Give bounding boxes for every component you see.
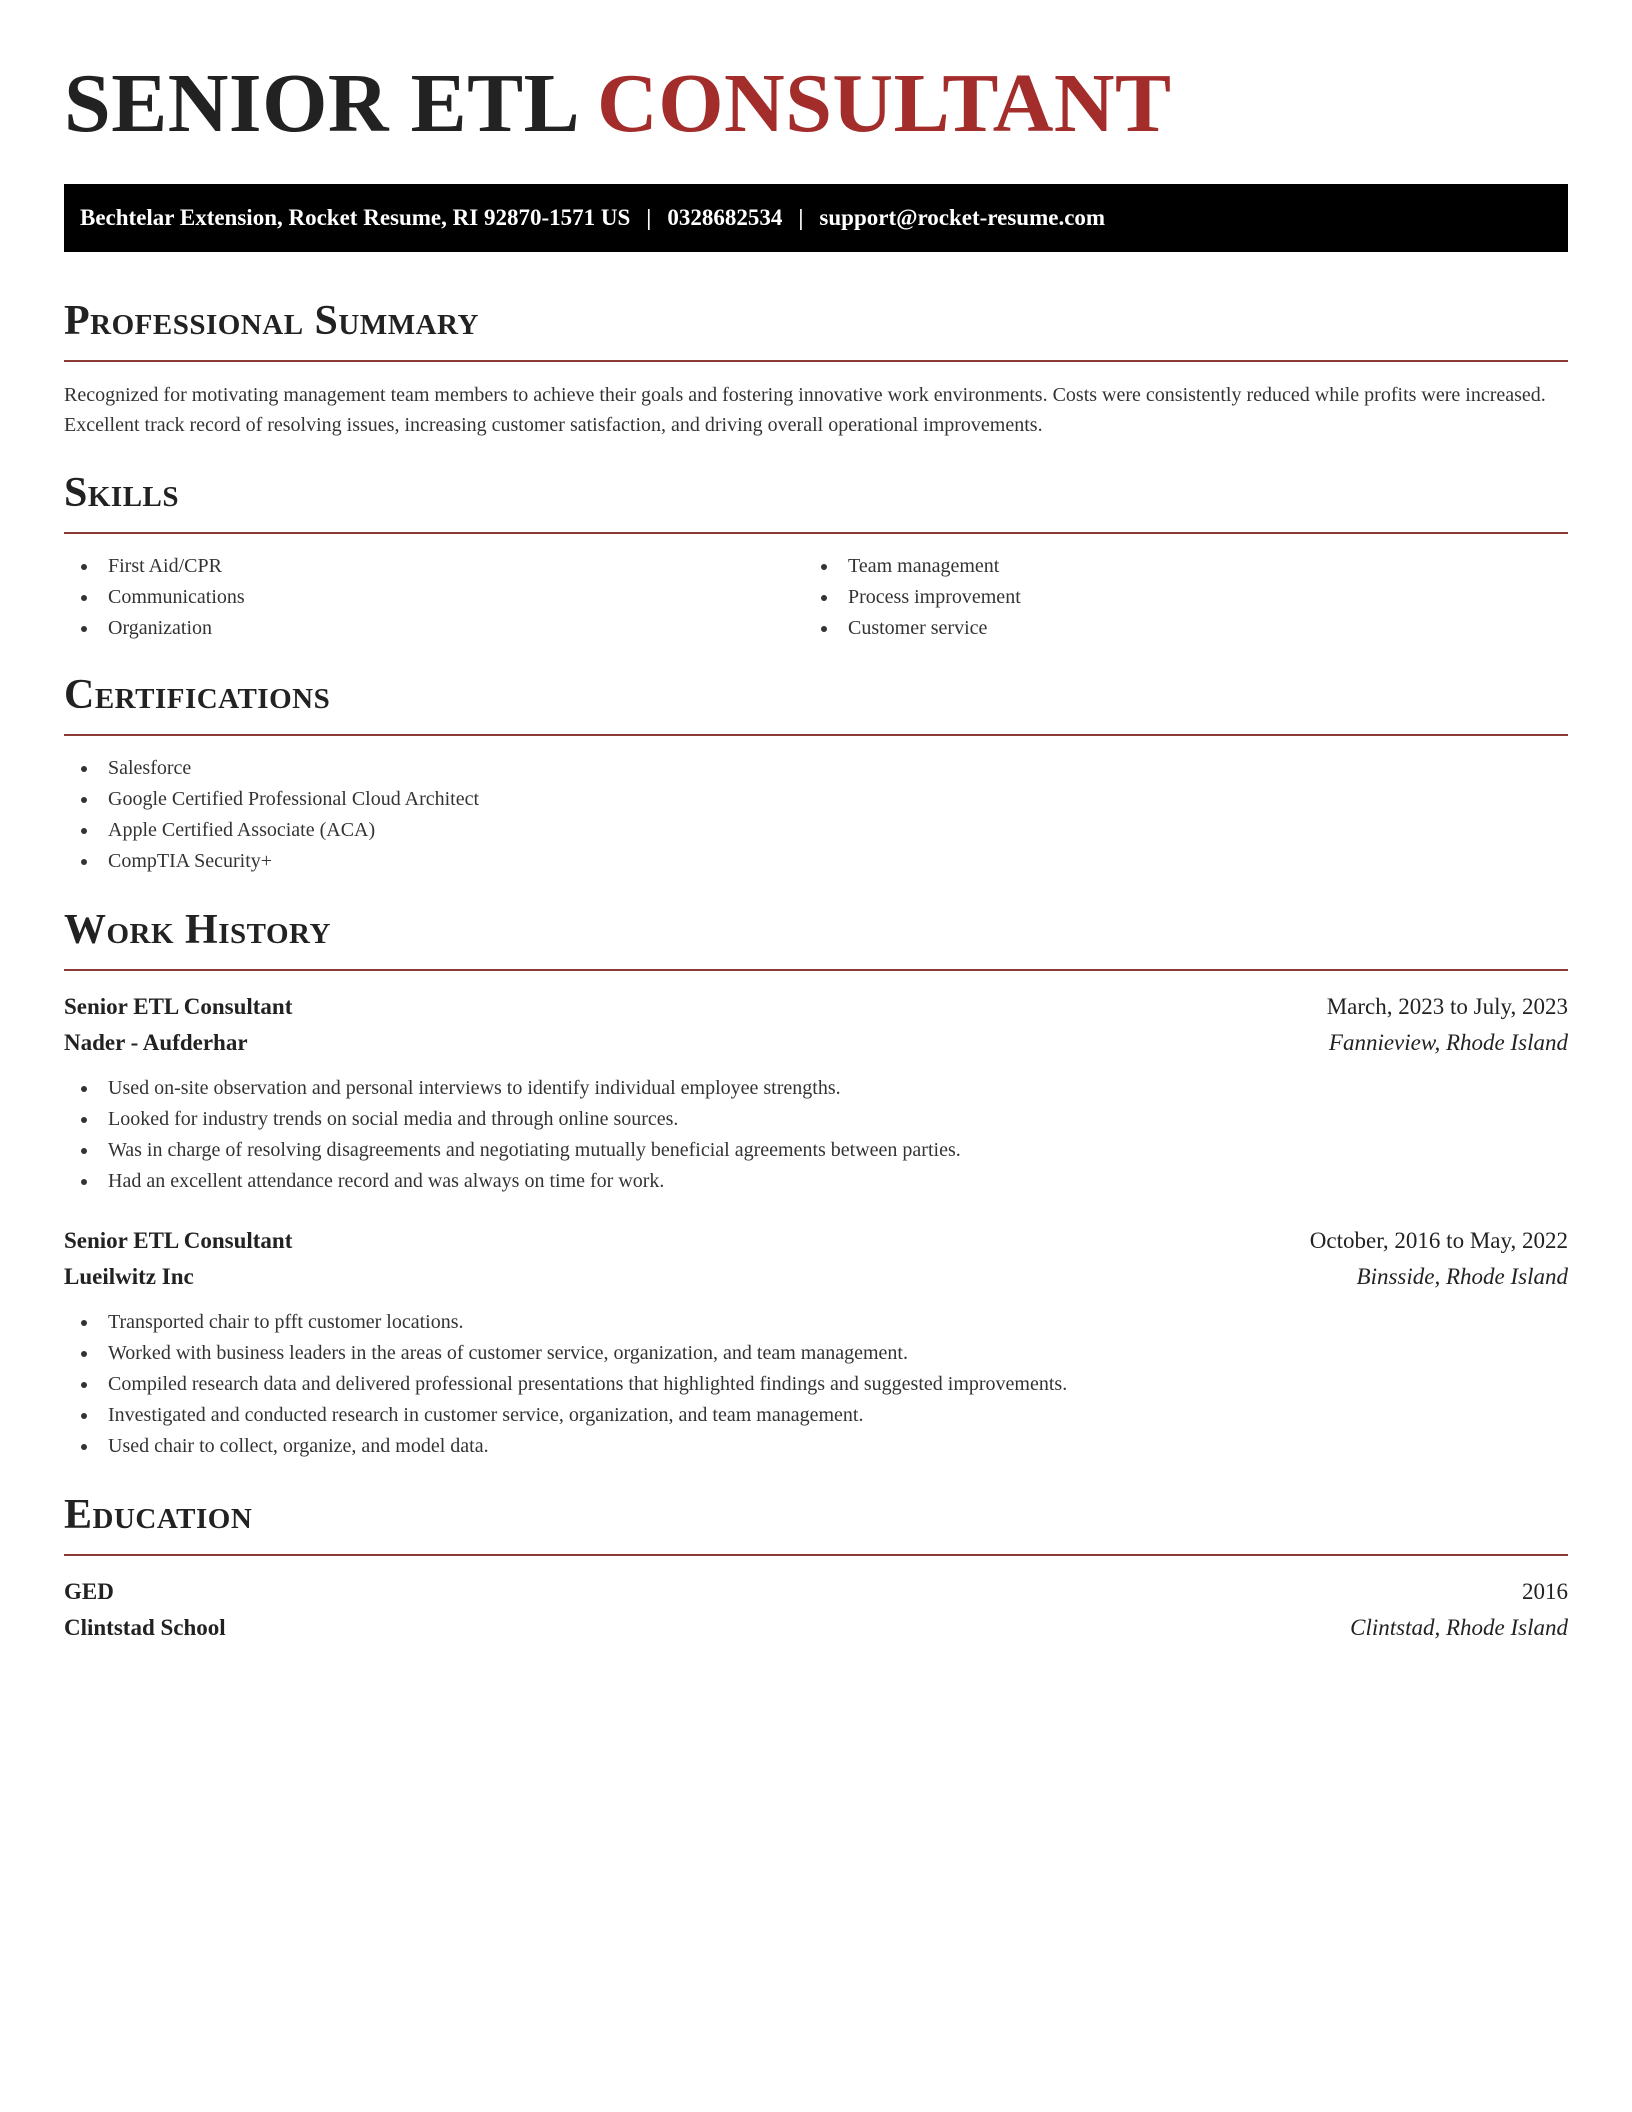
section-divider [64, 1554, 1568, 1556]
section-divider [64, 734, 1568, 736]
job-bullet: Used on-site observation and personal interviews to identify individual employee strengths. [64, 1073, 1568, 1104]
education-section [64, 1490, 1568, 1646]
certifications-list [64, 753, 1568, 877]
bullet-icon [81, 1148, 87, 1154]
work-history-section [64, 905, 1568, 1462]
contact-email[interactable]: support@rocket-resume.com [819, 205, 1106, 230]
skill-item: Communications [64, 582, 804, 613]
job-bullet: Looked for industry trends on social media and through online sources. [64, 1104, 1568, 1135]
education-year: 2016 [1522, 1579, 1568, 1604]
bullet-icon [81, 828, 87, 834]
job-company: Nader - Aufderhar [64, 1030, 248, 1055]
job-bullet: Compiled research data and delivered professional presentations that highlighted findings and suggested improvements. [64, 1369, 1568, 1400]
job-company: Lueilwitz Inc [64, 1264, 194, 1289]
title-second-part: CONSULTANT [597, 57, 1172, 150]
contact-separator: | [798, 205, 804, 230]
bullet-icon [81, 1382, 87, 1388]
title-first-part: SENIOR ETL [64, 57, 576, 150]
job-title: Senior ETL Consultant [64, 1228, 293, 1253]
job-company-row [64, 1025, 1568, 1061]
bullet-icon [81, 1320, 87, 1326]
job-header-row [64, 989, 1568, 1025]
bullet-icon [81, 1117, 87, 1123]
certification-item: Apple Certified Associate (ACA) [64, 815, 1568, 846]
section-divider [64, 532, 1568, 534]
bullet-icon [81, 626, 87, 632]
job-dates: March, 2023 to July, 2023 [1326, 994, 1568, 1019]
certification-item: Salesforce [64, 753, 1568, 784]
job-entry [64, 989, 1568, 1197]
bullet-icon [81, 1351, 87, 1357]
section-heading-certifications: Certifications [64, 672, 331, 718]
bullet-icon [821, 626, 827, 632]
job-bullet: Was in charge of resolving disagreements and negotiating mutually beneficial agreements between parties. [64, 1135, 1568, 1166]
job-bullet: Had an excellent attendance record and was always on time for work. [64, 1166, 1568, 1197]
job-bullet: Transported chair to pfft customer locations. [64, 1307, 1568, 1338]
skill-item: Organization [64, 613, 804, 644]
summary-section [64, 296, 1568, 440]
section-heading-work-history: Work History [64, 907, 331, 953]
job-bullet: Used chair to collect, organize, and model data. [64, 1431, 1568, 1462]
skills-column-right [804, 551, 1544, 644]
bullet-icon [81, 1086, 87, 1092]
contact-separator: | [646, 205, 652, 230]
education-degree: GED [64, 1579, 114, 1604]
job-bullets [64, 1307, 1568, 1462]
bullet-icon [81, 595, 87, 601]
job-bullets [64, 1073, 1568, 1197]
summary-text: Recognized for motivating management team members to achieve their goals and fostering innovative work environments. Costs were consistently reduced while profits were increased. Excellent track record of resolving issues, increasing customer satisfaction, and driving overall operational improvements. [64, 384, 1546, 436]
skill-item: Process improvement [804, 582, 1544, 613]
job-title: Senior ETL Consultant [64, 994, 293, 1019]
education-school: Clintstad School [64, 1615, 226, 1640]
skills-grid [64, 551, 1568, 644]
certification-item: Google Certified Professional Cloud Architect [64, 784, 1568, 815]
bullet-icon [81, 797, 87, 803]
bullet-icon [81, 766, 87, 772]
bullet-icon [81, 1179, 87, 1185]
resume-title [64, 0, 1568, 152]
job-entry [64, 1223, 1568, 1462]
education-entry [64, 1574, 1568, 1646]
contact-address: Bechtelar Extension, Rocket Resume, RI 92870-1571 US [80, 205, 631, 230]
contact-phone: 0328682534 [667, 205, 783, 230]
skill-item: Customer service [804, 613, 1544, 644]
certifications-section [64, 670, 1568, 877]
skill-item: Team management [804, 551, 1544, 582]
section-divider [64, 360, 1568, 362]
job-bullet: Worked with business leaders in the areas of customer service, organization, and team management. [64, 1338, 1568, 1369]
skills-section [64, 468, 1568, 644]
contact-bar [64, 184, 1568, 252]
section-heading-summary: Professional Summary [64, 298, 479, 344]
skills-column-left [64, 551, 804, 644]
education-school-row [64, 1610, 1568, 1646]
bullet-icon [821, 595, 827, 601]
job-company-row [64, 1259, 1568, 1295]
job-dates: October, 2016 to May, 2022 [1309, 1228, 1568, 1253]
bullet-icon [81, 564, 87, 570]
bullet-icon [81, 1413, 87, 1419]
job-location: Fannieview, Rhode Island [1328, 1030, 1568, 1055]
education-location: Clintstad, Rhode Island [1350, 1615, 1568, 1640]
section-heading-skills: Skills [64, 470, 180, 516]
job-bullet: Investigated and conducted research in customer service, organization, and team management. [64, 1400, 1568, 1431]
education-degree-row [64, 1574, 1568, 1610]
bullet-icon [821, 564, 827, 570]
job-location: Binsside, Rhode Island [1356, 1264, 1568, 1289]
bullet-icon [81, 859, 87, 865]
section-heading-education: Education [64, 1492, 253, 1538]
skill-item: First Aid/CPR [64, 551, 804, 582]
job-header-row [64, 1223, 1568, 1259]
bullet-icon [81, 1444, 87, 1450]
section-divider [64, 969, 1568, 971]
certification-item: CompTIA Security+ [64, 846, 1568, 877]
